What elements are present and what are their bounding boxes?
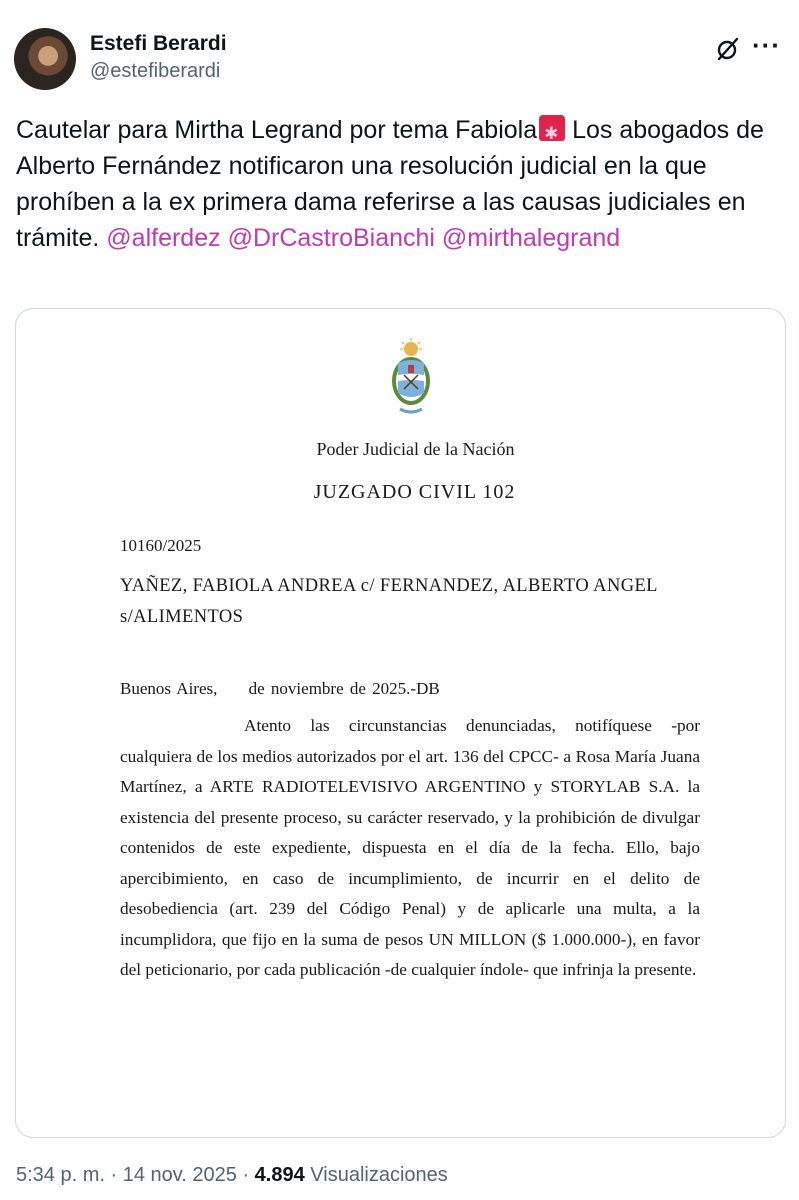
court-title: JUZGADO CIVIL 102 bbox=[313, 481, 516, 503]
more-icon[interactable]: ··· bbox=[752, 30, 781, 60]
case-caption: YAÑEZ, FABIOLA ANDREA c/ FERNANDEZ, ALBERTO ANGEL s/ALIMENTOS bbox=[120, 576, 658, 627]
tweet-text-part1: Cautelar para Mirtha Legrand por tema Fabiola bbox=[16, 116, 538, 144]
views-count: 4.894 bbox=[254, 1164, 305, 1186]
grok-icon[interactable] bbox=[715, 36, 741, 62]
meta-separator: · bbox=[236, 1164, 255, 1186]
resolution-body-text: Atento las circunstancias denunciadas, notifíquese -por cualquiera de los medios autorizados por el art. 136 del CPCC- a Rosa María Juana Martínez, a ARTE RADIOTELEVISIVO ARGENTINO y STORYLAB S.A. la existencia del presente proceso, su carácter reservado, y la prohibición de divulgar contenidos de este expediente, dispuesta en el día de la fecha. Ello, bajo apercibimiento, en caso de incumplimiento, de incurrir en el delito de desobediencia (art. 239 del Código Penal) y de aplicarle una multa, a la incumplidora, que fijo en la suma de pesos UN MILLON ($ 1.000.000-), en favor del peticionario, por cada publicación -de cualquier índole- que infrinja la presente. bbox=[120, 716, 700, 979]
date-line: Buenos Aires, de noviembre de 2025.-DB bbox=[120, 679, 440, 698]
author-display-name[interactable]: Estefi Berardi bbox=[90, 32, 227, 55]
tweet-text-part2: Los abogados de Alberto Fernández notificaron una resolución judicial en la que prohíben a la ex primera dama referirse a las causas judiciales en trámite. bbox=[16, 116, 764, 252]
tweet-time[interactable]: 5:34 p. m. bbox=[16, 1164, 105, 1186]
meta-separator: · bbox=[104, 1164, 123, 1186]
mention-link[interactable]: @DrCastroBianchi bbox=[227, 224, 435, 252]
tweet-text bbox=[16, 112, 786, 256]
national-coat-of-arms-seal bbox=[382, 337, 440, 419]
court-name: Poder Judicial de la Nación bbox=[316, 439, 515, 459]
case-number: 10160/2025 bbox=[120, 536, 202, 555]
rotating-light-emoji-icon bbox=[539, 115, 565, 141]
author-handle[interactable]: @estefiberardi bbox=[90, 60, 221, 82]
tweet-meta bbox=[16, 1164, 448, 1187]
avatar[interactable] bbox=[14, 28, 76, 90]
mention-link[interactable]: @mirthalegrand bbox=[441, 224, 621, 252]
resolution-body bbox=[120, 711, 700, 986]
views-label: Visualizaciones bbox=[310, 1164, 448, 1186]
author-names bbox=[90, 32, 227, 83]
tweet-date[interactable]: 14 nov. 2025 bbox=[122, 1164, 237, 1186]
mention-link[interactable]: @alferdez bbox=[106, 224, 221, 252]
tweet-header bbox=[14, 24, 785, 94]
attached-document-image[interactable] bbox=[15, 308, 786, 1138]
